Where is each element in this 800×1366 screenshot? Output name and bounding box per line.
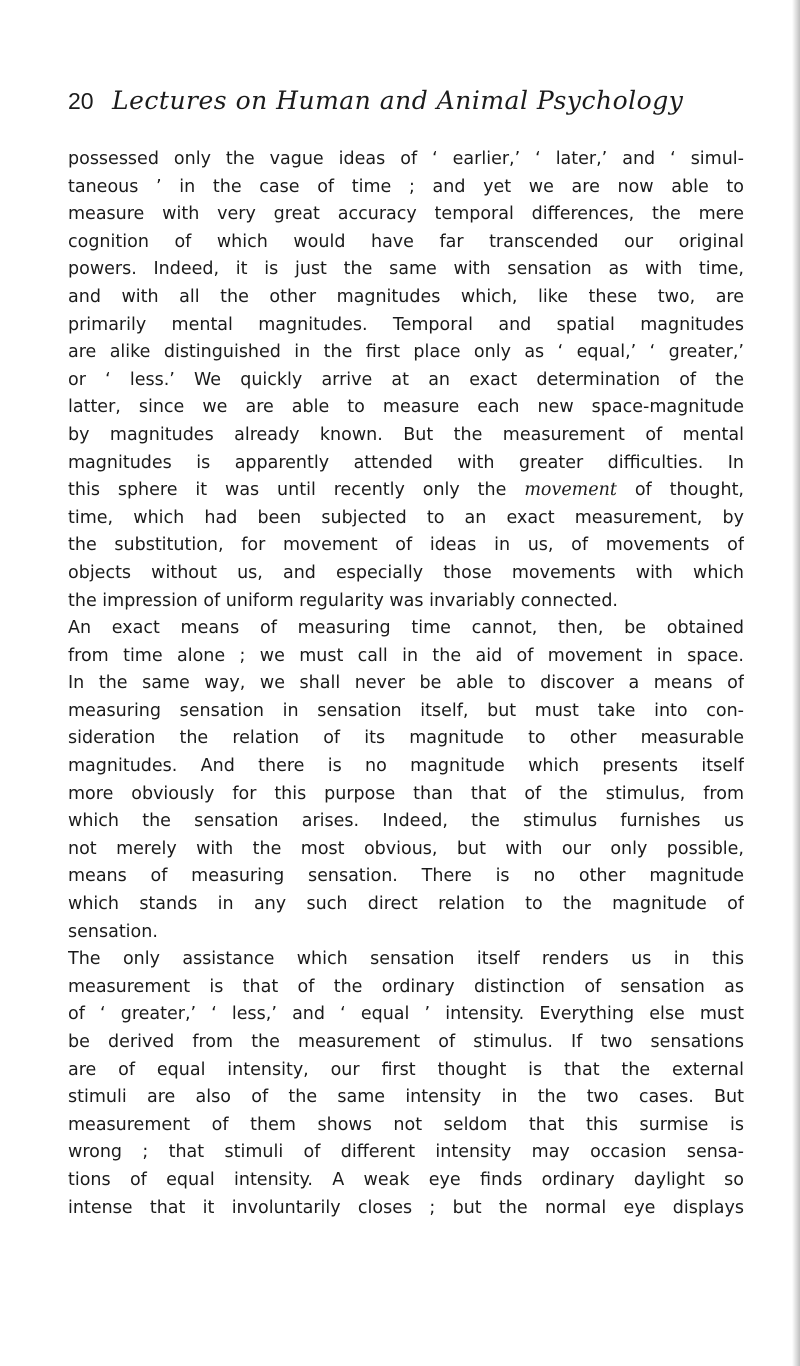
page-number: 20: [68, 88, 94, 114]
text-line: be derived from the measurement of stimulus. If two sensations: [68, 1032, 744, 1052]
page-header: [68, 88, 748, 128]
text-line: taneous ’ in the case of time ; and yet we are now able to: [68, 176, 744, 197]
italic-word: movement: [524, 480, 617, 501]
text-line: from time alone ; we must call in the aid of movement in space.: [68, 645, 744, 666]
text-line: latter, since we are able to measure each new space-magnitude: [68, 397, 744, 418]
text-line: which the sensation arises. Indeed, the stimulus furnishes us: [68, 811, 744, 832]
text-line: sensation.: [68, 921, 158, 942]
text-line: the substitution, for movement of ideas in us, of movements of: [68, 535, 744, 556]
text-line: primarily mental magnitudes. Temporal and spatial magnitudes: [68, 314, 744, 335]
text-line: powers. Indeed, it is just the same with sensation as with time,: [68, 259, 744, 280]
text-line: magnitudes. And there is no magnitude which presents itself: [68, 756, 744, 777]
text-line: In the same way, we shall never be able to discover a means of: [68, 673, 744, 694]
text-line: The only assistance which sensation itself renders us in this: [68, 949, 744, 970]
running-title: Lectures on Human and Animal Psychology: [112, 86, 684, 115]
text-line: measurement of them shows not seldom that this surmise is: [68, 1114, 744, 1135]
text-line: intense that it involuntarily closes ; but the normal eye displays: [68, 1197, 744, 1218]
text-line-mixed: [68, 477, 744, 505]
text-line: or ‘ less.’ We quickly arrive at an exact determination of the: [68, 369, 744, 390]
text-line: and with all the other magnitudes which, like these two, are: [68, 286, 744, 307]
text-line: more obviously for this purpose than that of the stimulus, from: [68, 783, 744, 804]
text-line: objects without us, and especially those movements with which: [68, 562, 744, 583]
text-line: wrong ; that stimuli of different intensity may occasion sensa-: [68, 1142, 744, 1163]
text-line: which stands in any such direct relation to the magnitude of: [68, 894, 744, 915]
text-line: An exact means of measuring time cannot, then, be obtained: [68, 618, 744, 639]
text-line: time, which had been subjected to an exact measurement, by: [68, 507, 744, 528]
text-line: the impression of uniform regularity was invariably connected.: [68, 590, 618, 611]
text-line: are of equal intensity, our first thought is that the external: [68, 1059, 744, 1080]
text-line-head: this sphere it was until recently only the: [68, 480, 507, 501]
text-line: measure with very great accuracy temporal differences, the mere: [68, 204, 744, 225]
text-line: not merely with the most obvious, but with our only possible,: [68, 838, 744, 859]
text-line: by magnitudes already known. But the measurement of mental: [68, 424, 744, 445]
text-line: possessed only the vague ideas of ‘ earlier,’ ‘ later,’ and ‘ simul-: [68, 149, 744, 169]
text-line-tail: of thought,: [616, 480, 744, 501]
text-line: sideration the relation of its magnitude to other measurable: [68, 728, 744, 749]
body-text: [68, 146, 744, 1222]
text-line: are alike distinguished in the first place only as ‘ equal,’ ‘ greater,’: [68, 342, 744, 363]
text-line: stimuli are also of the same intensity in the two cases. But: [68, 1087, 744, 1108]
text-line: of ‘ greater,’ ‘ less,’ and ‘ equal ’ intensity. Everything else must: [68, 1004, 744, 1025]
text-line: cognition of which would have far transcended our original: [68, 231, 744, 252]
text-line: measuring sensation in sensation itself, but must take into con-: [68, 700, 744, 721]
page-edge-shadow: [792, 0, 800, 1366]
text-line: magnitudes is apparently attended with greater difficulties. In: [68, 452, 744, 473]
text-line: measurement is that of the ordinary distinction of sensation as: [68, 976, 744, 997]
text-line: means of measuring sensation. There is no other magnitude: [68, 866, 744, 887]
text-line: tions of equal intensity. A weak eye finds ordinary daylight so: [68, 1169, 744, 1190]
